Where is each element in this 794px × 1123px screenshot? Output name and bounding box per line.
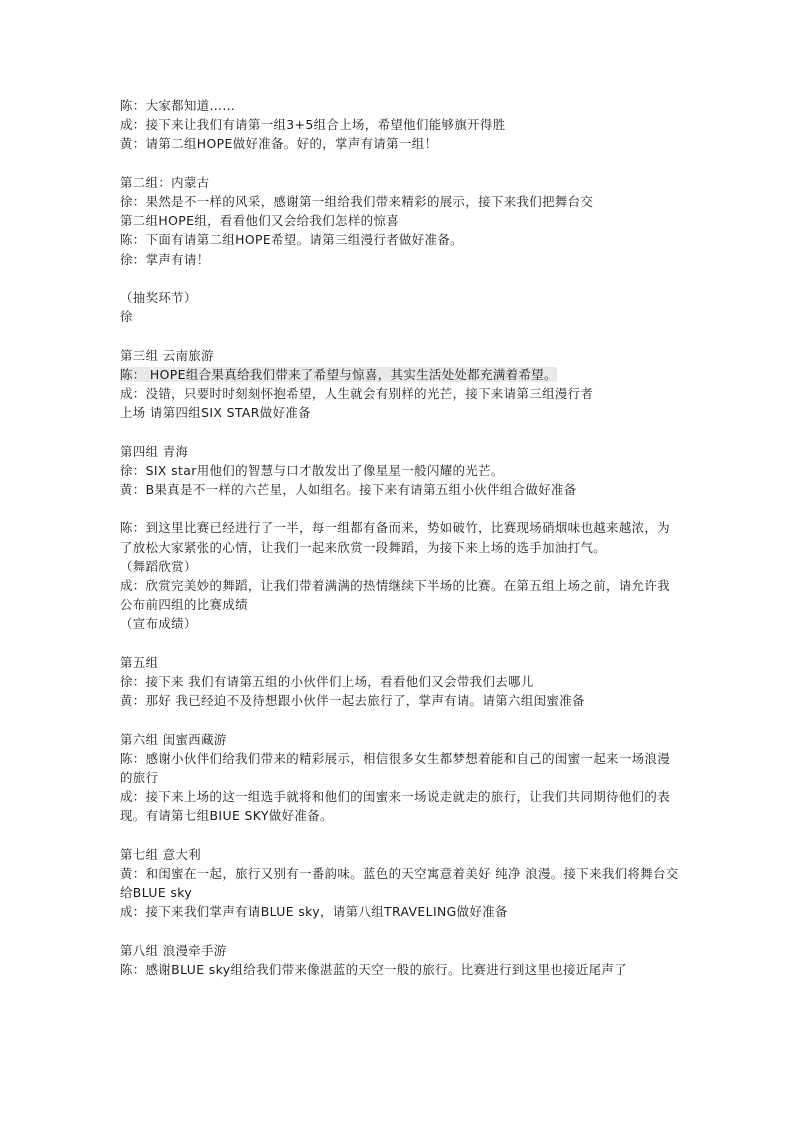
blank-line [120,922,680,941]
text-line: 徐：果然是不一样的风采，感谢第一组给我们带来精彩的展示，接下来我们把舞台交 [120,194,594,209]
blank-line [120,499,680,518]
text-line: 陈：大家都知道…… [120,98,236,113]
text-line: 徐：SIX star用他们的智慧与口才散发出了像星星一般闪耀的光芒。 [120,462,504,478]
blank-line [120,154,680,173]
text-line: 陈：下面有请第二组HOPE希望。请第三组漫行者做好准备。 [120,232,463,248]
blank-line [120,634,680,653]
text-paragraph: 陈：感谢BLUE sky组给我们带来像湛蓝的天空一般的旅行。比赛进行到这里也接近尾声了 [120,962,628,977]
text-line: （宣布成绩） [120,616,197,632]
text-line: 徐 [120,309,133,325]
text-line: 黄：B果真是不一样的六芒星，人如组名。接下来有请第五组小伙伴组合做好准备 [120,482,577,497]
text-line: 成：接下来让我们有请第一组3+5组合上场，希望他们能够旗开得胜 [120,117,506,133]
blank-line [120,326,680,345]
text-line: 徐：接下来 我们有请第五组的小伙伴们上场，看看他们又会带我们去哪儿 [120,674,534,689]
text-line: 黄：那好 我已经迫不及待想跟小伙伴一起去旅行了，掌声有请。请第六组闺蜜准备 [120,693,585,709]
document-body [120,96,680,979]
highlighted-text: 陈： HOPE组合果真给我们带来了希望与惊喜，其实生活处处都充满着希望。 [120,366,557,382]
section-heading: 第四组 青海 [120,443,189,459]
section-heading: 第二组：内蒙古 [120,174,210,190]
blank-line [120,710,680,729]
section-heading: 第八组 浪漫牵手游 [120,942,227,958]
blank-line [120,269,680,288]
text-line: 徐：掌声有请！ [120,251,210,267]
text-paragraph: 成：接下来上场的这一组选手就将和他们的闺蜜来一场说走就走的旅行，让我们共同期待他们的表现。有请第七组BIUE SKY做好准备。 [120,789,670,824]
text-paragraph: 陈：感谢小伙伴们给我们带来的精彩展示，相信很多女生都梦想着能和自己的闺蜜一起来一场浪漫的旅行 [120,750,670,785]
text-line [120,365,680,384]
text-paragraph: 陈：到这里比赛已经进行了一半，每一组都有备而来，势如破竹，比赛现场硝烟味也越来越浓，为了放松大家紧张的心情，让我们一起来欣赏一段舞蹈，为接下来上场的选手加油打气。 [120,520,670,555]
text-line: 成：没错，只要时时刻刻怀抱希望，人生就会有别样的光芒，接下来请第三组漫行者 [120,386,594,401]
blank-line [120,422,680,441]
text-paragraph: 黄：和闺蜜在一起，旅行又别有一番韵味。蓝色的天空寓意着美好 纯净 浪漫。接下来我们将舞台交给BLUE sky [120,866,679,901]
blank-line [120,826,680,845]
text-line: 第二组HOPE组，看看他们又会给我们怎样的惊喜 [120,213,399,229]
text-line: 成：接下来我们掌声有请BLUE sky，请第八组TRAVELING做好准备 [120,904,508,920]
section-heading: 第七组 意大利 [120,846,202,862]
text-line: （抽奖环节） [120,290,197,305]
section-heading: 第五组 [120,654,159,670]
section-heading: 第六组 闺蜜西藏游 [120,731,227,747]
section-heading: 第三组 云南旅游 [120,347,214,363]
text-line: 上场 请第四组SIX STAR做好准备 [120,405,311,421]
text-line: （舞蹈欣赏） [120,558,197,574]
text-paragraph: 成：欣赏完美妙的舞蹈，让我们带着满满的热情继续下半场的比赛。在第五组上场之前，请允许我公布前四组的比赛成绩 [120,578,670,613]
text-line: 黄：请第二组HOPE做好准备。好的，掌声有请第一组！ [120,136,438,152]
